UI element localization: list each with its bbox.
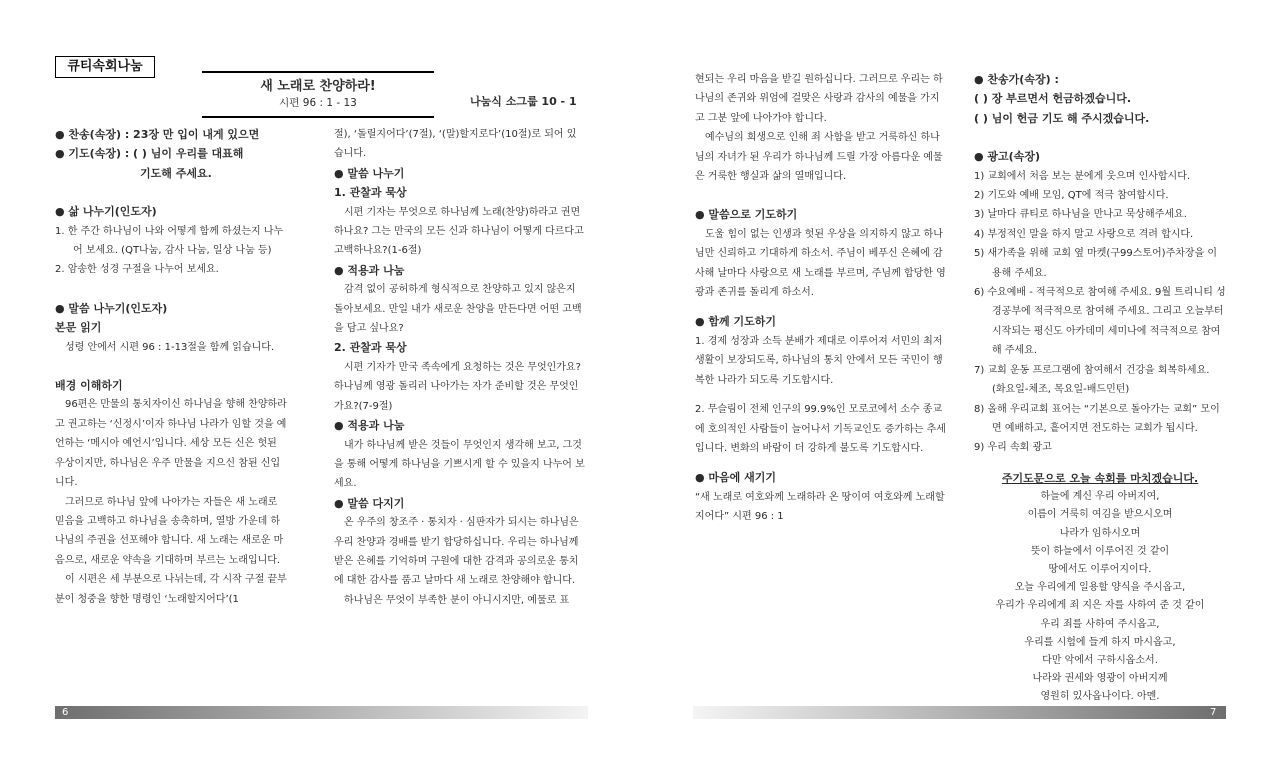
section-heading: ● 말씀으로 기도하기 bbox=[695, 208, 798, 222]
prayer-line: 우리를 시험에 들게 하지 마시옵고, bbox=[1024, 636, 1176, 648]
spacer bbox=[55, 183, 287, 202]
paragraph: 이 시편은 세 부분으로 나뉘는데, 각 시작 구절 끝부분이 청중을 향한 명령인 ‘노래할지어다’(1 bbox=[55, 574, 287, 605]
paragraph: 2. 무슬림이 전체 인구의 99.9%인 모로코에서 소수 종교에 호의적인 사람들이 늘어나서 기독교인도 증가하는 추세입니다. 변화의 바람이 더 강하게 불도록 기도합시다. bbox=[695, 404, 946, 454]
spacer bbox=[55, 357, 287, 376]
paragraph: 하나님은 무엇이 부족한 분이 아니시지만, 예물로 표 bbox=[344, 594, 570, 606]
paragraph: 감격 없이 공허하게 형식적으로 찬양하고 있지 않은지 돌아보세요. 만일 내가 새로운 찬양을 만든다면 어떤 고백을 담고 싶나요? bbox=[334, 284, 582, 335]
section-heading: ● 함께 기도하기 bbox=[695, 315, 777, 329]
paragraph: 9) 우리 속회 광고 bbox=[974, 442, 1052, 454]
section-heading: ● 적용과 나눔 bbox=[334, 263, 405, 277]
prayer-line: 이름이 거룩히 여김을 받으시오며 bbox=[1027, 509, 1173, 521]
spacer bbox=[55, 280, 287, 299]
group-label: 나눔식 소그룹 10 - 1 bbox=[470, 95, 577, 108]
prayer-line: 땅에서도 이루어지이다. bbox=[1048, 564, 1152, 576]
paragraph: 현되는 우리 마음을 받길 원하십니다. 그러므로 우리는 하나님의 존귀와 위엄에 걸맞은 사랑과 감사의 예물을 가지고 그분 앞에 나아가야 합니다. bbox=[695, 74, 943, 124]
paragraph: “새 노래로 여호와께 노래하라 온 땅이여 여호와께 노래할지어다” 시편 96 : 1 bbox=[695, 491, 945, 523]
scripture-reference: 시편 96 : 1 - 13 bbox=[279, 97, 357, 109]
page-title: 새 노래로 찬양하라! bbox=[260, 79, 376, 94]
paragraph: 도울 힘이 없는 인생과 헛된 우상을 의지하지 않고 하나님만 신뢰하고 기대하게 하소서. 주님이 베푸신 은혜에 감사해 날마다 사랑으로 새 노래를 부르며, 주님께 합당한 영광과 존귀를 돌리게 하소서. bbox=[695, 228, 946, 299]
section-heading: ● 삶 나누기(인도자) bbox=[55, 205, 157, 219]
list-item: 1. 한 주간 하나님이 나와 어떻게 함께 하셨는지 나누어 보세요. (QT나눔, 감사 나눔, 일상 나눔 등) bbox=[55, 225, 284, 257]
list-item: 6) 수요예배 - 적극적으로 참여해 주세요. 9월 트리니티 성경공부에 적극적으로 참여해 주세요. 그리고 오늘부터 시작되는 평신도 아카데미 세미나에 적극적으로 참여해 주세요. bbox=[974, 287, 1226, 357]
section-heading: ● 말씀 다지기 bbox=[334, 496, 405, 510]
section-heading: 배경 이해하기 bbox=[55, 379, 123, 393]
column-4 bbox=[974, 70, 1226, 458]
section-heading: 기도해 주세요. bbox=[140, 166, 212, 180]
prayer-line: 다만 악에서 구하시옵소서. bbox=[1042, 655, 1158, 667]
footer-bar-right bbox=[693, 706, 1226, 719]
paragraph: 2. 암송한 성경 구절을 나누어 보세요. bbox=[55, 264, 219, 276]
prayer-line: 영원히 있사옵나이다. 아멘. bbox=[1040, 691, 1160, 703]
paragraph: 2) 기도와 예배 모임, QT에 적극 참여합시다. bbox=[974, 190, 1169, 202]
section-tag: 큐티속회나눔 bbox=[55, 56, 155, 78]
prayer-line: 하늘에 계신 우리 아버지여, bbox=[1040, 491, 1160, 503]
column-3 bbox=[695, 70, 947, 527]
paragraph: 4) 부정적인 말을 하지 말고 사랑으로 격려 합시다. bbox=[974, 228, 1194, 240]
title-block bbox=[202, 71, 434, 118]
footer-bar-left bbox=[55, 706, 588, 719]
section-heading: ● 찬송(속장) : 23장 만 입이 내게 있으면 bbox=[55, 128, 260, 141]
prayer-line: 나라와 권세와 영광이 아버지께 bbox=[1032, 673, 1168, 685]
prayer-line: 오늘 우리에게 일용할 양식을 주시옵고, bbox=[1014, 582, 1186, 594]
section-heading: ● 기도(속장) : ( ) 님이 우리를 대표해 bbox=[55, 147, 244, 161]
spacer bbox=[695, 302, 947, 312]
column-1 bbox=[55, 125, 287, 609]
list-item: 8) 올해 우리교회 표어는 “기본으로 돌아가는 교회” 모이면 예배하고, 흩어지면 전도하는 교회가 됩시다. bbox=[974, 403, 1220, 434]
section-heading: ( ) 님이 헌금 기도 해 주시겠습니다. bbox=[974, 111, 1150, 125]
prayer-line: 우리 죄를 사하여 주시옵고, bbox=[1040, 618, 1160, 630]
lords-prayer-lines bbox=[974, 488, 1226, 706]
spacer bbox=[695, 458, 947, 468]
page-number-left: 6 bbox=[62, 707, 69, 718]
section-heading: 1. 관찰과 묵상 bbox=[334, 186, 407, 200]
prayer-line: 나라가 임하시오며 bbox=[1059, 527, 1141, 539]
list-item: 5) 새가족을 위해 교회 옆 마켓(구99스토어)주차장을 이용해 주세요. bbox=[974, 248, 1218, 279]
spacer bbox=[695, 390, 947, 400]
lords-prayer bbox=[974, 470, 1226, 707]
prayer-line: 우리가 우리에게 죄 지은 자를 사하여 준 것 같이 bbox=[995, 600, 1205, 612]
prayer-line: 뜻이 하늘에서 이루어진 것 같이 bbox=[1030, 545, 1170, 557]
section-heading: ● 광고(속장) bbox=[974, 150, 1040, 164]
paragraph: 온 우주의 창조주 · 통치자 · 심판자가 되시는 하나님은 우리 찬양과 경배를 받기 합당하십니다. 우리는 하나님께 받은 은혜를 기억하며 구원에 대한 감격과 공의로운 통치에 대한 감사를 품고 날마다 새 노래로 찬양해야 합니다. bbox=[334, 517, 579, 587]
section-heading: ● 말씀 나누기 bbox=[334, 166, 405, 180]
page-number-right: 7 bbox=[1210, 707, 1217, 718]
spacer bbox=[695, 186, 947, 205]
section-heading: ● 찬송가(속장) : bbox=[974, 73, 1059, 86]
column-2 bbox=[334, 125, 586, 610]
section-heading: ● 말씀 나누기(인도자) bbox=[55, 301, 168, 315]
lords-prayer-title: 주기도문으로 오늘 속회를 마치겠습니다. bbox=[1001, 472, 1199, 485]
section-heading: 2. 관찰과 묵상 bbox=[334, 341, 407, 355]
paragraph: 예수님의 희생으로 인해 죄 사함을 받고 거룩하신 하나님의 자녀가 된 우리가 하나님께 드릴 가장 아름다운 예물은 거룩한 행실과 삶의 열매입니다. bbox=[695, 132, 943, 183]
paragraph: 그러므로 하나님 앞에 나아가는 자들은 새 노래로 믿음을 고백하고 하나님을 송축하며, 열방 가운데 하나님의 주권을 선포해야 합니다. 새 노래는 새로운 마음으로, 새로운 약속을 기대하며 부르는 노래입니다. bbox=[55, 496, 284, 566]
section-heading: ● 적용과 나눔 bbox=[334, 419, 405, 433]
paragraph: 1. 경제 성장과 소득 분배가 제대로 이루어져 서민의 최저 생활이 보장되도록, 하나님의 통치 안에서 모든 국민이 행복한 나라가 되도록 기도합시다. bbox=[695, 335, 943, 386]
spacer bbox=[974, 128, 1226, 147]
section-heading: ( ) 장 부르면서 헌금하겠습니다. bbox=[974, 92, 1132, 106]
paragraph: 96편은 만물의 통치자이신 하나님을 향해 찬양하라고 권고하는 ‘신정시’이자 하나님 나라가 임할 것을 예언하는 ‘메시아 예언시’입니다. 세상 모든 신은 헛된 우상이지만, 하나님은 우주 만물을 지으신 참된 신입니다. bbox=[55, 399, 287, 489]
list-item: 7) 교회 운동 프로그램에 참여해서 건강을 회복하세요. (화요일-체조, 목요일-배드민턴) bbox=[974, 364, 1210, 396]
section-heading: 본문 읽기 bbox=[55, 321, 102, 335]
paragraph: 3) 날마다 큐티로 하나님을 만나고 묵상해주세요. bbox=[974, 209, 1187, 221]
paragraph: 절), ‘돌릴지어다’(7절), ‘(말)할지로다’(10절)로 되어 있습니다. bbox=[334, 129, 577, 160]
paragraph: 성령 안에서 시편 96 : 1-13절을 함께 읽습니다. bbox=[65, 341, 275, 353]
paragraph: 시편 기자가 만국 족속에게 요청하는 것은 무엇인가요? 하나님께 영광 돌리러 나아가는 자가 준비할 것은 무엇인가요?(7-9절) bbox=[334, 361, 581, 412]
paragraph: 시편 기자는 무엇으로 하나님께 노래(찬양)하라고 권면하나요? 그는 만국의 모든 신과 하나님이 어떻게 다르다고 고백하나요?(1-6절) bbox=[334, 206, 584, 257]
paragraph: 내가 하나님께 받은 것들이 무엇인지 생각해 보고, 그것을 통해 어떻게 하나님을 기쁘시게 할 수 있을지 나누어 보세요. bbox=[334, 439, 585, 490]
section-heading: ● 마음에 새기기 bbox=[695, 471, 777, 485]
paragraph: 1) 교회에서 처음 보는 분에게 웃으며 인사합시다. bbox=[974, 170, 1191, 182]
